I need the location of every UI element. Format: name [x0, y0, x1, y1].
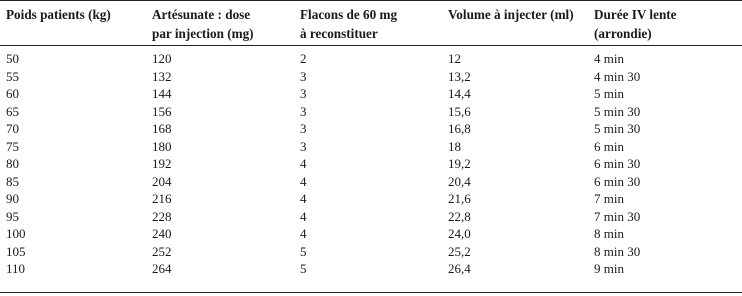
volume-cell: 24,0	[448, 226, 471, 241]
header-duration: Durée IV lente (arrondie)	[594, 7, 677, 41]
duration-cell: 4 min 30	[594, 68, 641, 84]
table-bottom-rule	[0, 292, 742, 293]
weight-cell: 95	[6, 208, 19, 224]
table-row	[0, 208, 742, 226]
table-row	[0, 225, 742, 243]
duration-cell: 6 min 30	[594, 156, 641, 171]
vials-cell: 3	[300, 68, 307, 84]
table-row	[0, 243, 742, 261]
vials-cell: 3	[300, 103, 307, 119]
header-vials: Flacons de 60 mg à reconstituer	[300, 7, 398, 41]
dose-cell: 228	[152, 208, 172, 224]
volume-cell: 13,2	[448, 68, 471, 84]
header-volume: Volume à injecter (ml)	[448, 7, 574, 22]
volume-cell: 14,4	[448, 86, 471, 101]
weight-cell: 90	[6, 191, 19, 206]
vials-cell: 4	[300, 156, 307, 171]
duration-cell: 9 min	[594, 261, 624, 276]
volume-cell: 20,4	[448, 173, 471, 189]
vials-cell: 5	[300, 261, 307, 276]
weight-cell: 60	[6, 86, 19, 101]
table-row	[0, 260, 742, 278]
dose-cell: 192	[152, 156, 172, 171]
table-row	[0, 138, 742, 156]
duration-cell: 7 min 30	[594, 208, 641, 224]
table-row	[0, 103, 742, 121]
table-row	[0, 120, 742, 138]
table-top-rule	[0, 0, 742, 1]
vials-cell: 2	[300, 51, 307, 66]
volume-cell: 18	[448, 138, 461, 154]
volume-cell: 19,2	[448, 156, 471, 171]
vials-cell: 4	[300, 173, 307, 189]
volume-cell: 26,4	[448, 261, 471, 276]
vials-cell: 4	[300, 226, 307, 241]
vials-cell: 4	[300, 208, 307, 224]
header-dose: Artésunate : dose par injection (mg)	[152, 7, 254, 41]
duration-cell: 4 min	[594, 51, 624, 66]
weight-cell: 75	[6, 138, 19, 154]
table-header-rule	[0, 45, 742, 46]
weight-cell: 50	[6, 51, 19, 66]
weight-cell: 110	[6, 261, 26, 276]
dose-cell: 204	[152, 173, 172, 189]
volume-cell: 16,8	[448, 121, 471, 136]
volume-cell: 15,6	[448, 103, 471, 119]
dose-cell: 120	[152, 51, 172, 66]
dose-cell: 132	[152, 68, 172, 84]
duration-cell: 8 min 30	[594, 243, 641, 259]
dose-cell: 240	[152, 226, 172, 241]
volume-cell: 21,6	[448, 191, 471, 206]
volume-cell: 22,8	[448, 208, 471, 224]
weight-cell: 85	[6, 173, 19, 189]
table-row	[0, 173, 742, 191]
weight-cell: 100	[6, 226, 26, 241]
dose-cell: 180	[152, 138, 172, 154]
duration-cell: 8 min	[594, 226, 624, 241]
vials-cell: 5	[300, 243, 307, 259]
table-row	[0, 190, 742, 208]
table-row	[0, 155, 742, 173]
vials-cell: 3	[300, 138, 307, 154]
table-row	[0, 50, 742, 68]
dose-cell: 144	[152, 86, 172, 101]
vials-cell: 3	[300, 121, 307, 136]
header-weight: Poids patients (kg)	[6, 7, 111, 22]
dose-cell: 252	[152, 243, 172, 259]
weight-cell: 70	[6, 121, 19, 136]
volume-cell: 25,2	[448, 243, 471, 259]
duration-cell: 6 min	[594, 138, 624, 154]
table-row	[0, 85, 742, 103]
dose-cell: 264	[152, 261, 172, 276]
volume-cell: 12	[448, 51, 461, 66]
table-body	[0, 50, 742, 278]
dose-cell: 168	[152, 121, 172, 136]
weight-cell: 80	[6, 156, 19, 171]
dose-cell: 216	[152, 191, 172, 206]
duration-cell: 6 min 30	[594, 173, 641, 189]
duration-cell: 5 min 30	[594, 121, 641, 136]
vials-cell: 3	[300, 86, 307, 101]
dose-cell: 156	[152, 103, 172, 119]
table-row	[0, 68, 742, 86]
table-header-row	[0, 5, 742, 45]
duration-cell: 7 min	[594, 191, 624, 206]
duration-cell: 5 min	[594, 86, 624, 101]
weight-cell: 105	[6, 243, 26, 259]
vials-cell: 4	[300, 191, 307, 206]
weight-cell: 65	[6, 103, 19, 119]
duration-cell: 5 min 30	[594, 103, 641, 119]
weight-cell: 55	[6, 68, 19, 84]
